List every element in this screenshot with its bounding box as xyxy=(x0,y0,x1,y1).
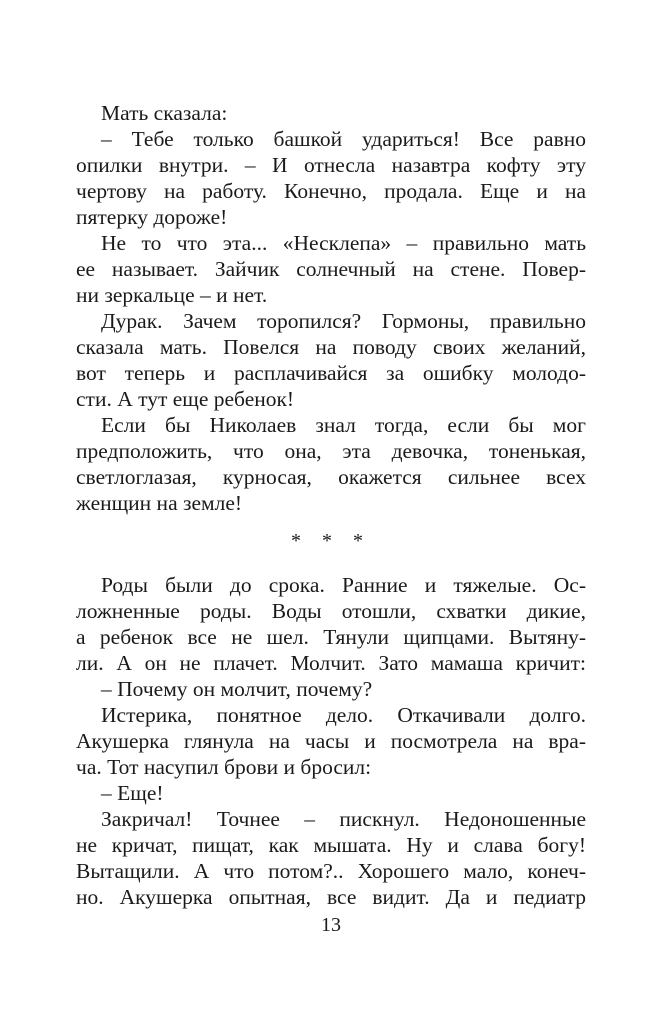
text-line: пятерку дороже! xyxy=(76,205,228,229)
section-separator: * * * xyxy=(291,530,371,552)
text-line: Истерика, понятное дело. Откачивали долго. xyxy=(101,703,586,727)
text-line: – Тебе только башкой удариться! Все равно xyxy=(101,127,586,151)
text-line: – Еще! xyxy=(101,781,164,805)
text-line: Не то что эта... «Несклепа» – правильно мать xyxy=(101,231,586,255)
text-line: опилки внутри. – И отнесла назавтра кофту эту xyxy=(76,153,586,177)
text-line: но. Акушерка опытная, все видит. Да и педиатр xyxy=(76,885,586,909)
text-line: Мать сказала: xyxy=(101,101,228,125)
text-line: Если бы Николаев знал тогда, если бы мог xyxy=(101,413,586,437)
text-line: ее называет. Зайчик солнечный на стене. Повер- xyxy=(76,257,586,281)
text-line: а ребенок все не шел. Тянули щипцами. Вытяну- xyxy=(76,625,586,649)
page-number: 13 xyxy=(321,914,341,936)
text-line: Вытащили. А что потом?.. Хорошего мало, конеч- xyxy=(76,859,586,883)
text-line: предположить, что она, эта девочка, тоненькая, xyxy=(76,439,586,463)
text-line: вот теперь и расплачивайся за ошибку молодо- xyxy=(76,361,586,385)
text-line: ли. А он не плачет. Молчит. Зато мамаша кричит: xyxy=(76,651,586,675)
text-line: чертову на работу. Конечно, продала. Еще и на xyxy=(76,179,586,203)
text-line: Закричал! Точнее – пискнул. Недоношенные xyxy=(101,807,586,831)
text-line: Дурак. Зачем торопился? Гормоны, правильно xyxy=(101,309,586,333)
text-line: ложненные роды. Воды отошли, схватки дикие, xyxy=(76,599,586,623)
text-line: светлоглазая, курносая, окажется сильнее всех xyxy=(76,465,586,489)
text-line: сказала мать. Повелся на поводу своих желаний, xyxy=(76,335,586,359)
text-block-2 xyxy=(76,572,586,910)
text-line: сти. А тут еще ребенок! xyxy=(76,387,295,411)
text-line: женщин на земле! xyxy=(76,491,243,515)
text-line: – Почему он молчит, почему? xyxy=(101,677,373,701)
text-line: не кричат, пищат, как мышата. Ну и слава богу! xyxy=(76,833,586,857)
text-block-1 xyxy=(76,100,586,516)
text-line: Акушерка глянула на часы и посмотрела на вра- xyxy=(76,729,586,753)
text-line: ни зеркальце – и нет. xyxy=(76,283,268,307)
text-line: Роды были до срока. Ранние и тяжелые. Ос- xyxy=(101,573,586,597)
text-line: ча. Тот насупил брови и бросил: xyxy=(76,755,372,779)
